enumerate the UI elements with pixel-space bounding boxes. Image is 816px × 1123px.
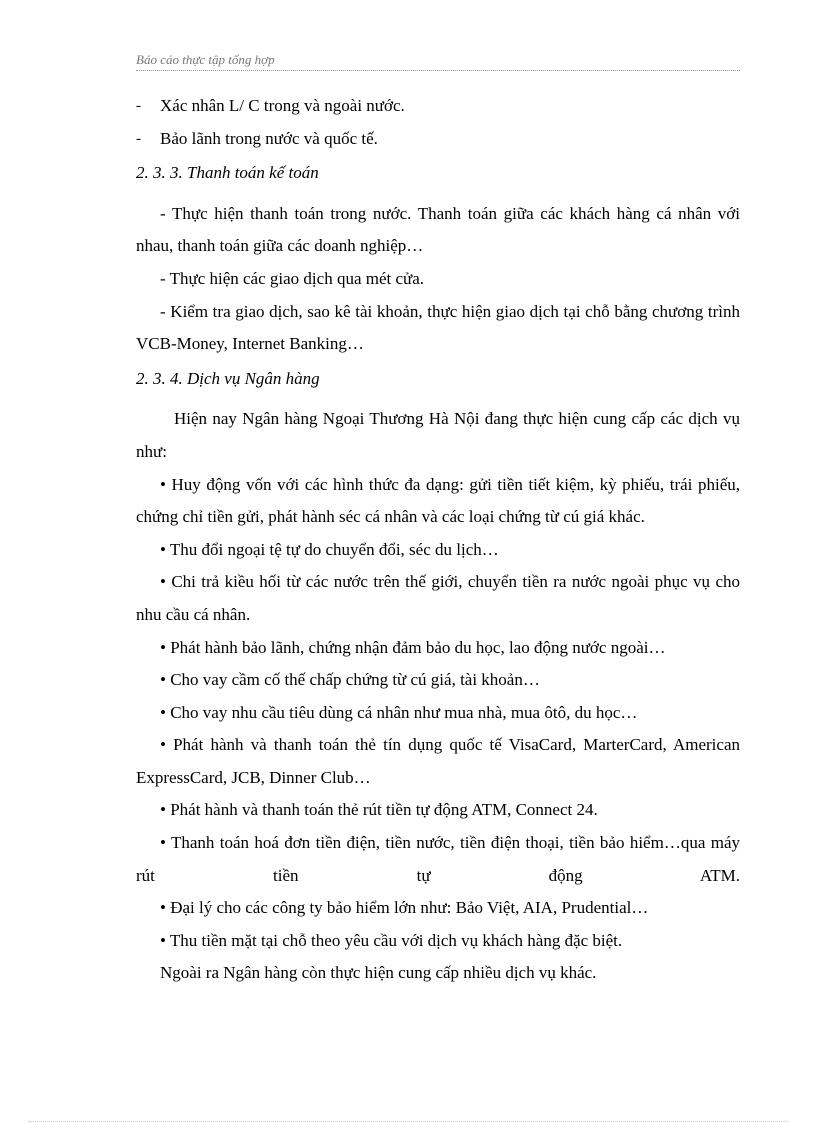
bullet-item: • Phát hành và thanh toán thẻ tín dụng quốc tế VisaCard, MarterCard, American ExpressCard, JCB, Dinner Club… <box>136 735 740 787</box>
bullet-item: • Thu đổi ngoại tệ tự do chuyển đổi, séc du lịch… <box>160 539 499 559</box>
closing-paragraph: Ngoài ra Ngân hàng còn thực hiện cung cấp nhiều dịch vụ khác. <box>160 963 597 983</box>
list-item-text: Bảo lãnh trong nước và quốc tế. <box>160 128 378 148</box>
document-body <box>136 90 740 990</box>
intro-paragraph: Hiện nay Ngân hàng Ngoại Thương Hà Nội đang thực hiện cung cấp các dịch vụ như: <box>136 409 740 461</box>
bullet-item: • Huy động vốn với các hình thức đa dạng: gửi tiền tiết kiệm, kỳ phiếu, trái phiếu, chứng chỉ tiền gửi, phát hành séc cá nhân và các loại chứng từ cú giá khác. <box>136 474 740 527</box>
section-heading-333: 2. 3. 3. Thanh toán kế toán <box>136 163 319 183</box>
bullet-item: • Phát hành bảo lãnh, chứng nhận đảm bảo du học, lao động nước ngoài… <box>160 637 666 657</box>
bullet-item: • Thu tiền mặt tại chỗ theo yêu cầu với dịch vụ khách hàng đặc biệt. <box>160 930 623 950</box>
footer-divider <box>28 1121 788 1122</box>
list-item <box>136 90 740 123</box>
header-title: Báo cáo thực tập tổng hợp <box>136 52 275 67</box>
bullet-item: • Thanh toán hoá đơn tiền điện, tiền nước, tiền điện thoại, tiền bảo hiểm…qua máy rút tiền tự động ATM. <box>136 833 740 885</box>
bullet-item: • Cho vay cầm cố thế chấp chứng từ cú giá, tài khoản… <box>160 670 540 690</box>
dash-bullet: - <box>136 98 141 114</box>
bullet-item: • Chi trả kiều hối từ các nước trên thế giới, chuyển tiền ra nước ngoài phục vụ cho nhu cầu cá nhân. <box>136 572 740 624</box>
bullet-item: • Cho vay nhu cầu tiêu dùng cá nhân như mua nhà, mua ôtô, du học… <box>160 702 638 722</box>
paragraph: - Thực hiện các giao dịch qua mét cửa. <box>160 268 425 288</box>
paragraph: - Kiểm tra giao dịch, sao kê tài khoản, thực hiện giao dịch tại chỗ bằng chương trình VCB-Money, Internet Banking… <box>136 301 740 354</box>
paragraph: - Thực hiện thanh toán trong nước. Thanh toán giữa các khách hàng cá nhân với nhau, thanh toán giữa các doanh nghiệp… <box>136 203 740 256</box>
list-item <box>136 123 740 156</box>
dash-bullet: - <box>136 130 141 147</box>
list-item-text: Xác nhân L/ C trong và ngoài nước. <box>160 96 405 115</box>
bullet-item: • Đại lý cho các công ty bảo hiểm lớn như: Bảo Việt, AIA, Prudential… <box>160 898 649 918</box>
bullet-item: • Phát hành và thanh toán thẻ rút tiền tự động ATM, Connect 24. <box>160 800 598 820</box>
page-header <box>136 52 740 71</box>
section-heading-334: 2. 3. 4. Dịch vụ Ngân hàng <box>136 368 320 388</box>
